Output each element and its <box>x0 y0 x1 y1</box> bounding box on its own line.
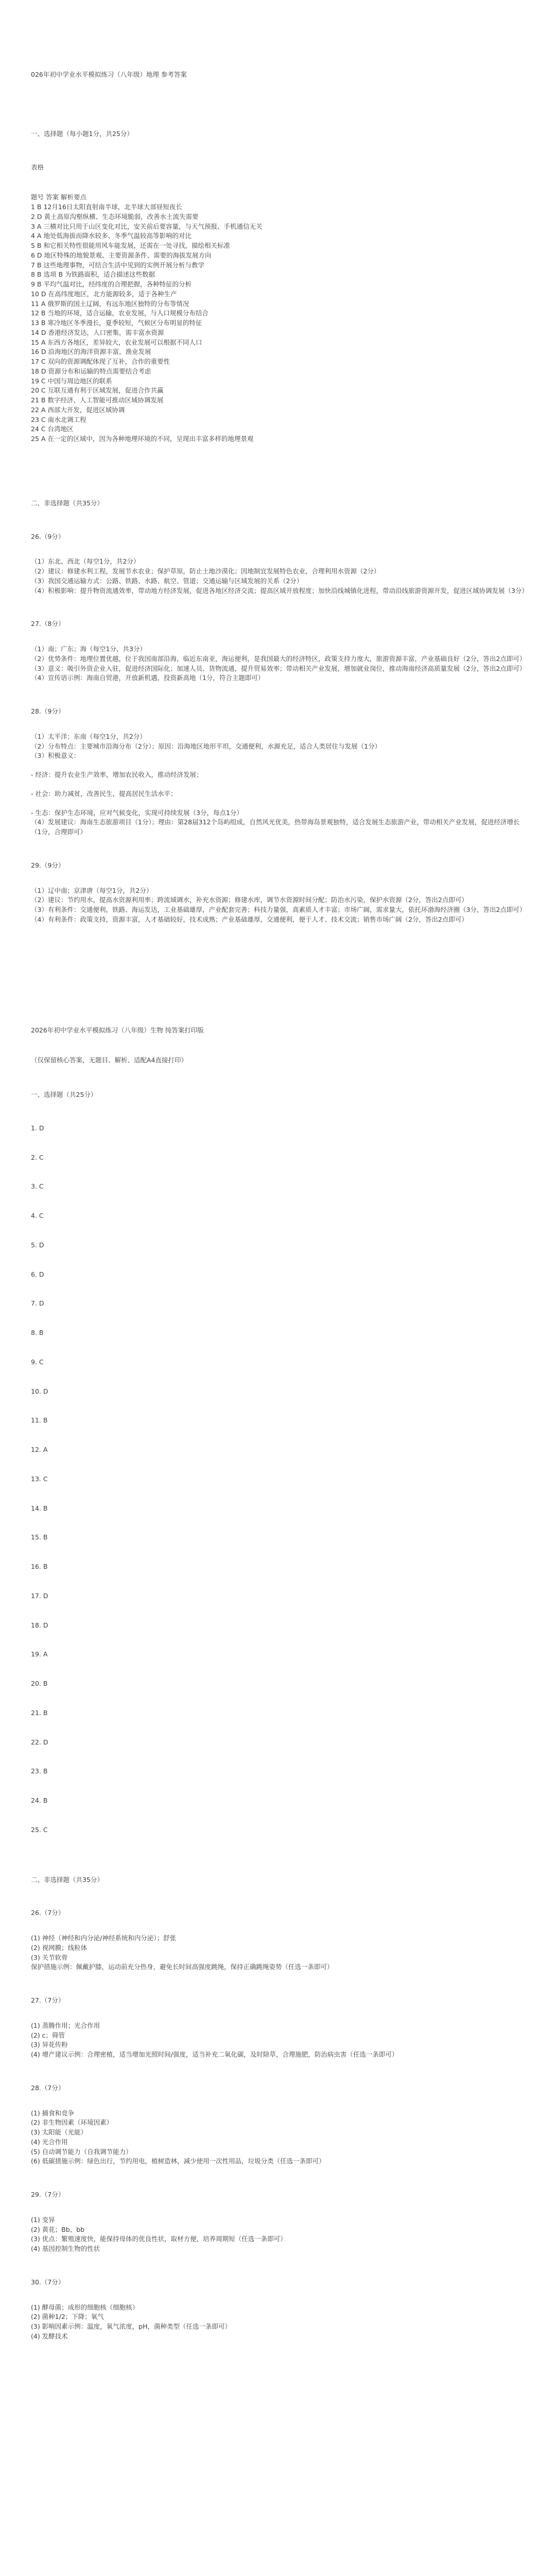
answer-line: （4）有利条件：政策支持，资源丰富，人才基础较好，技术成熟；产业基础雄厚，交通便利，便于人才、技术交流；销售市场广阔（2分，答出2点即可） <box>31 915 468 923</box>
table-line: 12 B 当地的环境，适合运输，农业发展，与人口规模分布结合 <box>31 309 208 317</box>
answer-line: （1）太平洋；东南（每空1分，共2分） <box>31 732 146 740</box>
table-line: 15 A 东西方各地区，差异较大，农业发展可以根据不同人口 <box>31 338 202 346</box>
mc-answer: 5. D <box>31 1241 44 1249</box>
answer-line: (3) 异花传粉 <box>31 2041 68 2049</box>
answer-line: (2) 黄花；Bb、bb <box>31 2225 85 2233</box>
answer-line: (6) 低碳措施示例：绿色出行，节约用电，植树造林，减少使用一次性用品，垃圾分类（任选一条即可） <box>31 2157 325 2165</box>
table-line: 22 A 西部大开发，促进区域协调 <box>31 405 125 414</box>
question-answer-block <box>31 886 525 925</box>
answer-line: （2）建议：修建水利工程，发展节水农业；保护草原，防止土地沙漠化；因地制宜发展特色农业，合理利用水资源（2分） <box>31 567 380 575</box>
doc2-title: 2026年初中学业水平模拟练习（八年级）生物 纯答案打印版 <box>31 1026 204 1034</box>
mc-answer: 19. A <box>31 1650 48 1658</box>
question-answer-block <box>31 645 525 683</box>
answer-line: (1) 酵母菌；成形的细胞核（细胞核） <box>31 2303 139 2311</box>
answer-line: (1) 捕食和竞争 <box>31 2109 75 2117</box>
mc-answer: 20. B <box>31 1680 48 1687</box>
mc-answer: 22. D <box>31 1738 48 1746</box>
table-line: 14 D 香港经济发达，人口密集，需丰富水资源 <box>31 328 164 336</box>
answer-line: （1）辽中南；京津唐（每空1分，共2分） <box>31 886 153 894</box>
mc-answer: 15. B <box>31 1533 48 1541</box>
mc-answer: 17. D <box>31 1591 48 1600</box>
question-heading: 29.（9分） <box>31 861 65 869</box>
answer-line: （2）优势条件：地理位置优越，位于我国南部沿海，临近东南亚，海运便利，是我国最大的经济特区，政策支持力度大，旅游资源丰富，产业基础良好（2分，答出2点即可） <box>31 654 526 663</box>
table-line: 16 D 沿海地区的海洋资源丰富，渔业发展 <box>31 348 151 356</box>
answer-line: （4）宣传语示例：海南自贸港，开放新机遇，投资新高地（1分，符合主题即可） <box>31 674 265 682</box>
mc-answer: 3. C <box>31 1182 44 1191</box>
mc-answer: 24. B <box>31 1797 48 1804</box>
mc-answer-list <box>31 1124 525 1835</box>
mc-answer: 7. D <box>31 1299 44 1308</box>
answer-line: (3) 优点：繁殖速度快，能保持母体的优良性状，取材方便，培养周期短（任选一条即可） <box>31 2235 287 2243</box>
answer-line: (3) 影响因素示例：温度，氧气浓度，pH，菌种类型（任选一条即可） <box>31 2323 232 2330</box>
answer-line: (4) 基因控制生物的性状 <box>31 2245 100 2252</box>
table-line: 17 C 双向的资源调配体现了互补，合作的重要性 <box>31 358 170 365</box>
answer-line: （1）南；广东；海（每空1分，共3分） <box>31 645 146 653</box>
answer-line: （3）我国交通运输方式：公路、铁路、水路、航空、管道；交通运输与区域发展的关系（2分） <box>31 577 303 585</box>
table-line: 3 A 三横对比只用于山区变化对比，安关前后要容量，与天气预报、手机通信无关 <box>31 222 263 230</box>
answer-line: （2）建议：节约用水，提高水资源利用率；跨流域调水，补充水资源；修建水库，调节水资源时间分配；防治水污染，保护水资源（2分，答出2点即可） <box>31 896 468 904</box>
mc-answer: 13. C <box>31 1475 48 1483</box>
mc-answer: 4. C <box>31 1212 44 1219</box>
answer-line: （3）意义：吸引外资企业入驻，促进经济国际化；加速人员、货物流通，提升贸易效率；带动相关产业发展，增加就业岗位，推动海南经济高质量发展（2分，答出2点即可） <box>31 664 526 672</box>
question-heading: 27.（8分） <box>31 620 65 628</box>
table-line: 2 D 黄土高原沟壑纵横、生态环境脆弱，改善水土流失需要 <box>31 212 199 221</box>
table-line: 19 C 中国与周边地区的联系 <box>31 377 112 385</box>
answer-line: （1）东北、西北（每空1分，共2分） <box>31 557 140 566</box>
mc-answer: 2. C <box>31 1153 44 1161</box>
doc2-section1-heading: 一、选择题（共25分） <box>31 1091 97 1098</box>
question-answer-block <box>31 2021 525 2060</box>
answer-line: (5) 自动调节能力（自我调节能力） <box>31 2147 132 2156</box>
mc-answer: 8. B <box>31 1329 44 1336</box>
table-line: 24 C 台湾地区 <box>31 425 74 433</box>
table-label: 表格 <box>31 163 44 171</box>
mc-answer: 10. D <box>31 1387 48 1395</box>
doc1-section1-heading: 一、选择题（每小题1分，共25分） <box>31 129 133 138</box>
question-answer-block <box>31 1934 525 1972</box>
table-line: 9 B 平均气温对比，经纬度的合理把握，各种特征的分析 <box>31 280 192 288</box>
table-line: 7 B 这些地理事物，可结合生活中见到的实例开展分析与教学 <box>31 261 204 269</box>
table-line: 题号 答案 解析要点 <box>31 193 86 201</box>
answer-line: - 生态：保护生态环境，应对气候变化，实现可持续发展（3分，每点1分） <box>31 808 243 817</box>
mc-answer: 12. A <box>31 1446 48 1453</box>
answer-line: (1) 变异 <box>31 2215 55 2224</box>
answer-line: 保护措施示例：佩戴护膝，运动前充分热身，避免长时间高强度跳绳，保持正确跳绳姿势（任选一条即可） <box>31 1963 334 1971</box>
table-line: 18 D 资源分布和运输的特点需要结合考虑 <box>31 367 151 375</box>
doc2-section2-heading: 二、非选择题（共35分） <box>31 1875 103 1884</box>
mc-answer: 21. B <box>31 1708 48 1717</box>
mc-answer: 1. D <box>31 1124 44 1132</box>
table-line: 23 C 南水北调工程 <box>31 415 86 423</box>
answer-line: - 经济：提升农业生产效率，增加农民收入，推动经济发展； <box>31 771 203 778</box>
question-heading: 28.（9分） <box>31 707 65 715</box>
answer-line: （4）积极影响：提升物资流通效率，带动地方经济发展，促进各地区经济交流；提高区域开放程度；加快沿线城镇化进程，带动沿线旅游资源开发，促进区域协调发展（3分） <box>31 586 528 595</box>
answer-line: (2) c；筛管 <box>31 2031 65 2039</box>
answer-line: (4) 发酵技术 <box>31 2332 68 2340</box>
question-answer-block <box>31 2215 525 2254</box>
answer-line <box>31 761 525 770</box>
mc-answer: 23. B <box>31 1767 48 1775</box>
answer-line: (1) 神经（神经和内分泌/神经系统和内分泌）；舒张 <box>31 1934 177 1942</box>
answer-line <box>31 799 525 808</box>
question-answer-block <box>31 2109 525 2167</box>
table-line: 21 B 数字经济、人工智能可推动区域协调发展 <box>31 396 164 404</box>
table-line: 5 B 和它相关特性很能用风车能发展，还需在一处寻找，描绘相关标准 <box>31 242 230 249</box>
answer-line: (3) 关节软骨 <box>31 1953 68 1961</box>
table-line: 11 A 俄罗斯的国土辽阔，有远东地区独特的分布等情况 <box>31 299 189 308</box>
question-heading: 29.（7分） <box>31 2191 65 2198</box>
answer-line: - 社会：助力减贫，改善民生，提高居民生活水平； <box>31 789 177 798</box>
doc1-title: 026年初中学业水平模拟练习（八年级）地理 参考答案 <box>31 71 187 78</box>
answer-line: （3）积极意义： <box>31 752 80 760</box>
document-page <box>31 70 528 2365</box>
table-line: 25 A 在一定的区域中，因为各种地理环境的不同，呈现出丰富多样的地理景观 <box>31 435 254 443</box>
question-answer-block <box>31 732 525 837</box>
answer-table <box>31 193 525 444</box>
answer-line: （3）有利条件：交通便利，铁路、海运发达，工业基础雄厚，产业配套完善；科技力量强，高素质人才丰富；市场广阔，需求量大，依托环渤海经济圈（3分，答出2点即可） <box>31 906 526 913</box>
answer-line: (2) 视网膜；线粒体 <box>31 1943 88 1952</box>
question-heading: 26.（7分） <box>31 1909 65 1917</box>
answer-line: (2) 非生物因素（环境因素） <box>31 2119 113 2127</box>
doc2-subtitle: （仅保留核心答案，无题目、解析、适配A4直接打印） <box>31 1056 188 1064</box>
question-heading: 30.（7分） <box>31 2278 65 2286</box>
table-line: 13 B 寒冷地区冬季漫长，夏季较短，气候区分布明显的特征 <box>31 319 202 327</box>
question-heading: 27.（7分） <box>31 1996 65 2004</box>
mc-answer: 18. D <box>31 1621 48 1629</box>
mc-answer: 14. B <box>31 1504 48 1512</box>
table-line: 8 B 选项 B 为铁路面积，适合描述这些数据 <box>31 270 155 279</box>
mc-answer: 25. C <box>31 1825 48 1834</box>
mc-answer: 6. D <box>31 1270 44 1278</box>
answer-line: （4）发展建议：海南生态旅游项目（1分）；理由：第28届312个岛屿组成，自然风光优美，热带海岛景观独特，适合发展生态旅游产业，带动相关产业发展，促进经济增长（1分，合理即可） <box>31 818 520 836</box>
doc1-section2-heading: 二、非选择题（共35分） <box>31 499 103 507</box>
mc-answer: 9. C <box>31 1358 44 1366</box>
answer-line <box>31 780 525 789</box>
question-answer-block <box>31 2303 525 2342</box>
question-heading: 26.（9分） <box>31 532 65 540</box>
table-line: 4 A 地处低海拔而降水较多、冬季气温较高等影响的对比 <box>31 232 192 240</box>
answer-line: （2）分布特点：主要城市沿海分布（2分）；原因：沿海地区地形平坦，交通便利，水源充足，适合人类居住与发展（1分） <box>31 742 381 750</box>
question-answer-block <box>31 557 528 596</box>
mc-answer: 11. B <box>31 1416 48 1425</box>
table-line: 1 B 12月16日太阳直射南半球，北半球大部昼短夜长 <box>31 203 182 211</box>
answer-line: (4) 增产建议示例：合理密植，适当增加光照时间/强度，适当补充二氧化碳，及时除草，合理施肥，防治病虫害（任选一条即可） <box>31 2050 398 2058</box>
answer-line: (3) 太阳能（光能） <box>31 2128 88 2136</box>
answer-line: (1) 蒸腾作用；光合作用 <box>31 2021 100 2029</box>
table-line: 6 D 地区特殊的地貌景观、主要资源条件、需要的海拔发展方向 <box>31 251 212 259</box>
table-line: 10 D 在高纬度地区，北方能源较多，适于各种生产 <box>31 290 177 298</box>
answer-line: (2) 菌种1/2；下降；氧气 <box>31 2313 104 2321</box>
answer-line: (4) 光合作用 <box>31 2138 68 2146</box>
mc-answer: 16. B <box>31 1563 48 1570</box>
table-line: 20 C 互联互通有利于区域发展，促进合作共赢 <box>31 386 164 395</box>
question-heading: 28.（7分） <box>31 2083 65 2092</box>
